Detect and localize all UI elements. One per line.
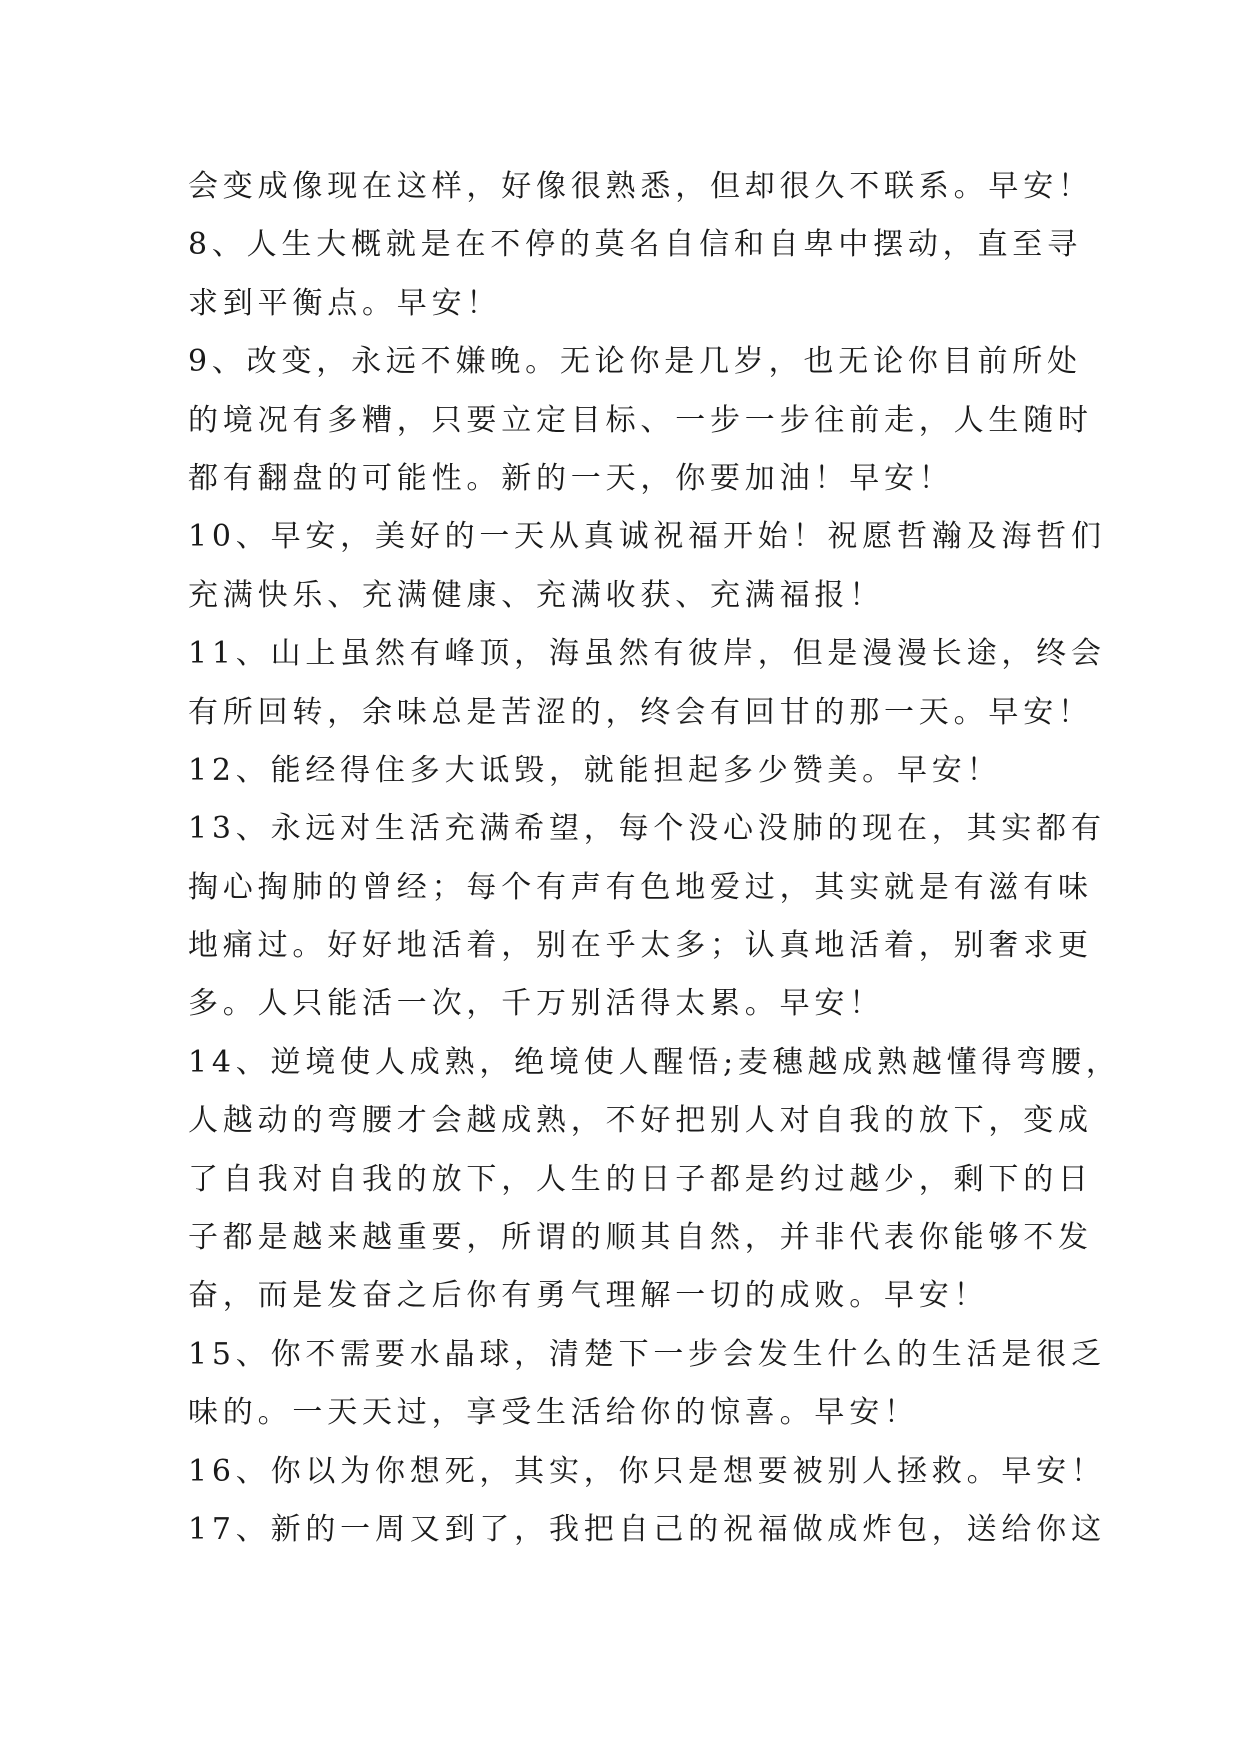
text-line: 的境况有多糟，只要立定目标、一步一步往前走，人生随时 <box>188 402 1093 438</box>
text-line: 10、早安，美好的一天从真诚祝福开始！祝愿哲瀚及海哲们 <box>188 519 1106 555</box>
text-line: 掏心掏肺的曾经；每个有声有色地爱过，其实就是有滋有味 <box>188 869 1093 905</box>
text-line: 14、逆境使人成熟，绝境使人醒悟;麦穗越成熟越懂得弯腰， <box>188 1044 1121 1080</box>
text-line: 12、能经得住多大诋毁，就能担起多少赞美。早安！ <box>188 752 1002 788</box>
text-line: 求到平衡点。早安！ <box>188 285 502 321</box>
text-line: 17、新的一周又到了，我把自己的祝福做成炸包，送给你这 <box>188 1511 1106 1547</box>
text-line: 人越动的弯腰才会越成熟，不好把别人对自我的放下，变成 <box>188 1103 1093 1139</box>
text-line: 16、你以为你想死，其实，你只是想要被别人拯救。早安！ <box>188 1453 1106 1489</box>
document-body <box>188 158 1121 1559</box>
text-line: 有所回转，余味总是苦涩的，终会有回甘的那一天。早安！ <box>188 694 1093 730</box>
text-line: 11、山上虽然有峰顶，海虽然有彼岸，但是漫漫长途，终会 <box>188 636 1106 672</box>
text-line: 奋，而是发奋之后你有勇气理解一切的成败。早安！ <box>188 1278 989 1314</box>
text-line: 多。人只能活一次，千万别活得太累。早安！ <box>188 986 884 1022</box>
text-line: 9、改变，永远不嫌晚。无论你是几岁，也无论你目前所处 <box>188 344 1082 380</box>
text-line: 味的。一天天过，享受生活给你的惊喜。早安！ <box>188 1395 919 1431</box>
text-line: 地痛过。好好地活着，别在乎太多；认真地活着，别奢求更 <box>188 928 1093 964</box>
text-line: 会变成像现在这样，好像很熟悉，但却很久不联系。早安！ <box>188 169 1093 204</box>
text-line: 都有翻盘的可能性。新的一天，你要加油！早安！ <box>188 460 954 496</box>
text-line: 13、永远对生活充满希望，每个没心没肺的现在，其实都有 <box>188 811 1106 847</box>
text-line: 8、人生大概就是在不停的莫名自信和自卑中摆动，直至寻 <box>188 227 1082 263</box>
text-line: 15、你不需要水晶球，清楚下一步会发生什么的生活是很乏 <box>188 1336 1106 1372</box>
text-line: 充满快乐、充满健康、充满收获、充满福报！ <box>188 577 884 613</box>
text-line: 了自我对自我的放下，人生的日子都是约过越少，剩下的日 <box>188 1161 1093 1197</box>
text-line: 子都是越来越重要，所谓的顺其自然，并非代表你能够不发 <box>188 1220 1093 1256</box>
